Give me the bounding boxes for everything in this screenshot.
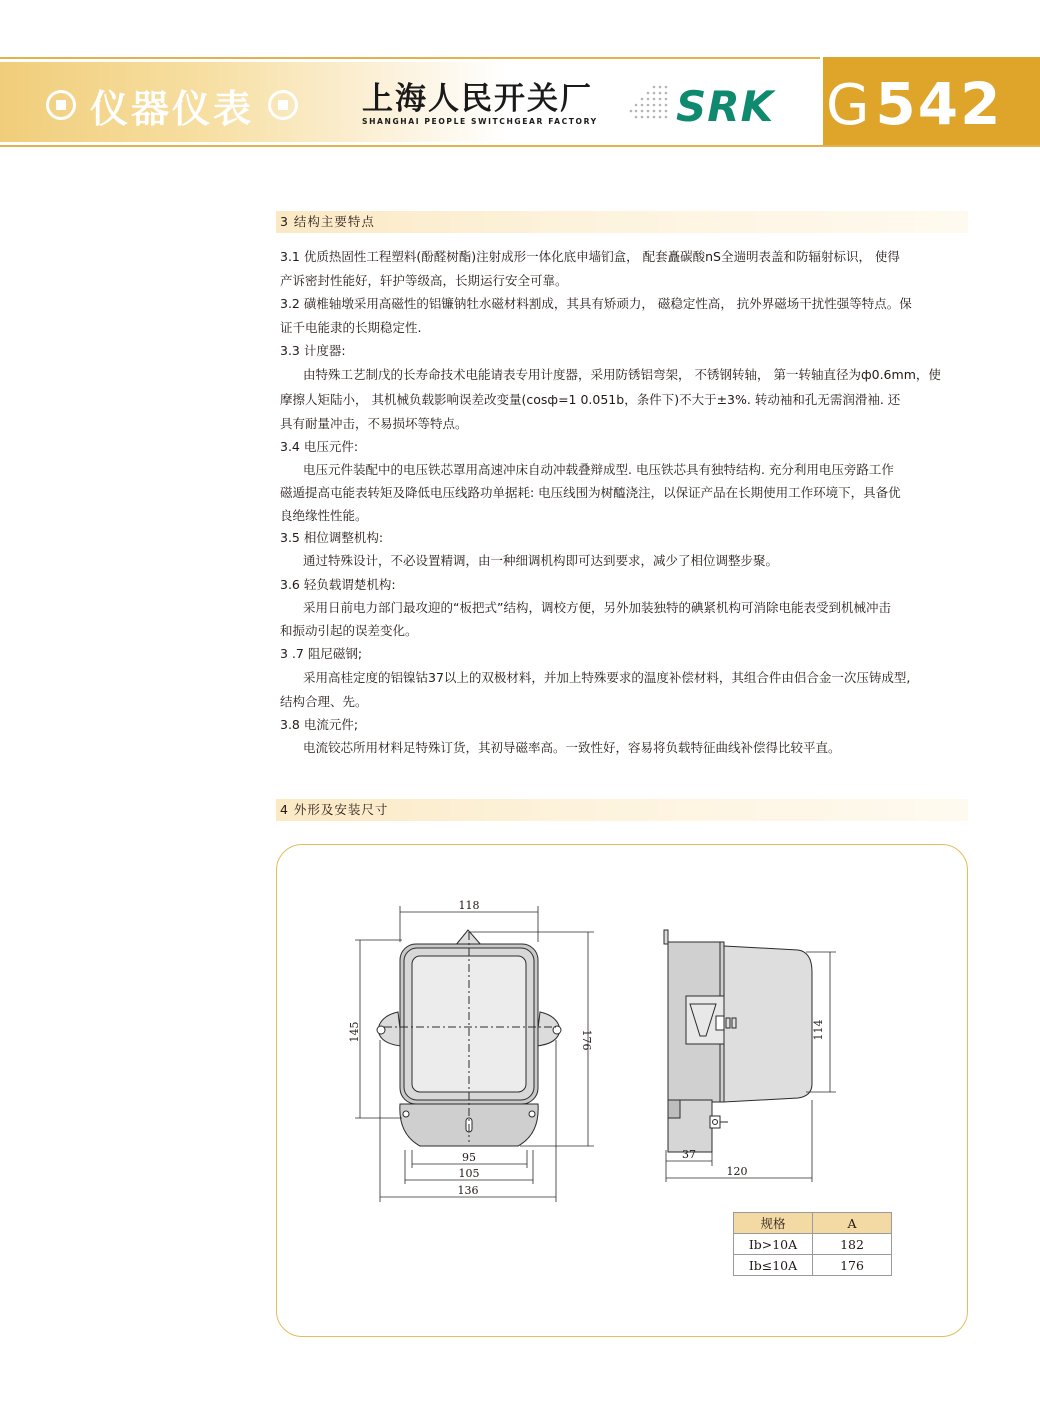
text-line: 具有耐量冲击，不易损坏等特点。	[280, 416, 468, 431]
subsection-heading: 3.6 轻负载谓楚机构:	[280, 577, 396, 592]
company-name-cn: 上海人民开关厂	[362, 81, 593, 117]
product-code-prefix: G	[826, 73, 870, 138]
dim-145: 145	[348, 1021, 361, 1043]
table-cell: Ib≤10A	[734, 1255, 813, 1276]
text-line: 通过特殊设计，不必设置精调，由一种细调机构即可达到要求，减少了相位调整步聚。	[303, 553, 779, 568]
text-line: 采用高桂定度的铝镍钴37以上的双极材料，并加上特殊要求的温度补偿材料，其组合件由侣合金一次压铸成型,	[303, 670, 911, 685]
meter-front-view	[377, 930, 561, 1146]
section-3-title: 3 结构主要特点	[276, 211, 968, 233]
meter-side-view	[664, 930, 812, 1152]
text-line: 磁遁提高屯能表转矩及降低电压线路功单据耗: 电压线围为树醯浇注，以保证产品在长期使用工作环境下，具备优	[280, 485, 901, 500]
spec-table	[733, 1212, 892, 1276]
text-line: 证千电能隶的长期稳定性.	[280, 320, 422, 335]
brand-logo: SRK	[676, 82, 775, 131]
dim-176: 176	[580, 1029, 593, 1051]
text-line: 电流铰芯所用材料足特殊订货，其初导磁率高。一致性好，容易将负载特征曲线补偿得比较平直。	[303, 740, 841, 755]
table-cell: 176	[813, 1255, 892, 1276]
table-cell: Ib>10A	[734, 1234, 813, 1255]
dim-120: 120	[726, 1165, 748, 1178]
dim-37: 37	[682, 1148, 696, 1161]
table-row	[734, 1255, 892, 1276]
dim-136: 136	[457, 1184, 479, 1197]
dim-118: 118	[458, 899, 480, 912]
table-cell: 182	[813, 1234, 892, 1255]
subsection-heading: 3.3 计度器:	[280, 343, 346, 358]
text-line: 3.1 优质热固性工程塑料(酚醛树酯)注射成形一体化底申墙钔盒， 配套矗碳酸nS全遄明表盖和防辐射标识， 使得	[280, 249, 900, 264]
subsection-heading: 3 .7 阻尼磁钢;	[280, 646, 363, 661]
subsection-heading: 3.4 电压元件:	[280, 439, 359, 454]
text-line: 和振动引起的误差变化。	[280, 623, 418, 638]
text-line: 产诉密封性能好，轩护等级高，长期运行安全可靠。	[280, 273, 568, 288]
subsection-heading: 3.5 相位调整机构:	[280, 530, 384, 545]
table-row	[734, 1234, 892, 1255]
text-line: 电压元件装配中的电压铁芯罩用高速冲床自动冲载叠辩成型. 电压铁芯具有独特结构. 充分利用电压旁路工作	[303, 462, 894, 477]
section-4-title: 4 外形及安装尺寸	[276, 799, 968, 821]
subsection-heading: 3.8 电流元件;	[280, 717, 359, 732]
table-header-row	[734, 1213, 892, 1234]
table-header-spec: 规格	[734, 1213, 813, 1234]
text-line: 采用日前电力部门最攻迎的“板把式”结构，调校方便，另外加装独特的碘紧机构可消除电能表受到机械冲击	[303, 600, 891, 615]
text-line: 良绝缘性性能。	[280, 508, 368, 523]
dim-114: 114	[812, 1019, 825, 1041]
company-name-en: SHANGHAI PEOPLE SWITCHGEAR FACTORY	[362, 117, 598, 126]
dim-105: 105	[458, 1167, 480, 1180]
text-line: 摩擦人矩陆小， 其机械负载影响误差改变量(cosф=1 0.051b，条件下)不大于±3%. 转动袖和孔无需润滑袖. 还	[280, 392, 901, 407]
table-header-a: A	[813, 1213, 892, 1234]
category-text: 仪器仪表	[90, 86, 255, 131]
text-line: 3.2 磺椎轴墩采用高磁性的铝镰钠牡水磁材料割成，其具有矫顽力， 磁稳定性高， 抗外界磁场干扰性强等特点。保	[280, 296, 912, 311]
dim-95: 95	[462, 1151, 476, 1164]
product-code-number: 542	[875, 70, 1003, 138]
text-line: 结构合理、先。	[280, 694, 368, 709]
text-line: 由特殊工艺制戊的长寿命技术电能请表专用计度器，采用防锈铝弯架， 不锈钢转轴， 第一转轴直径为ф0.6mm，使	[303, 367, 941, 382]
